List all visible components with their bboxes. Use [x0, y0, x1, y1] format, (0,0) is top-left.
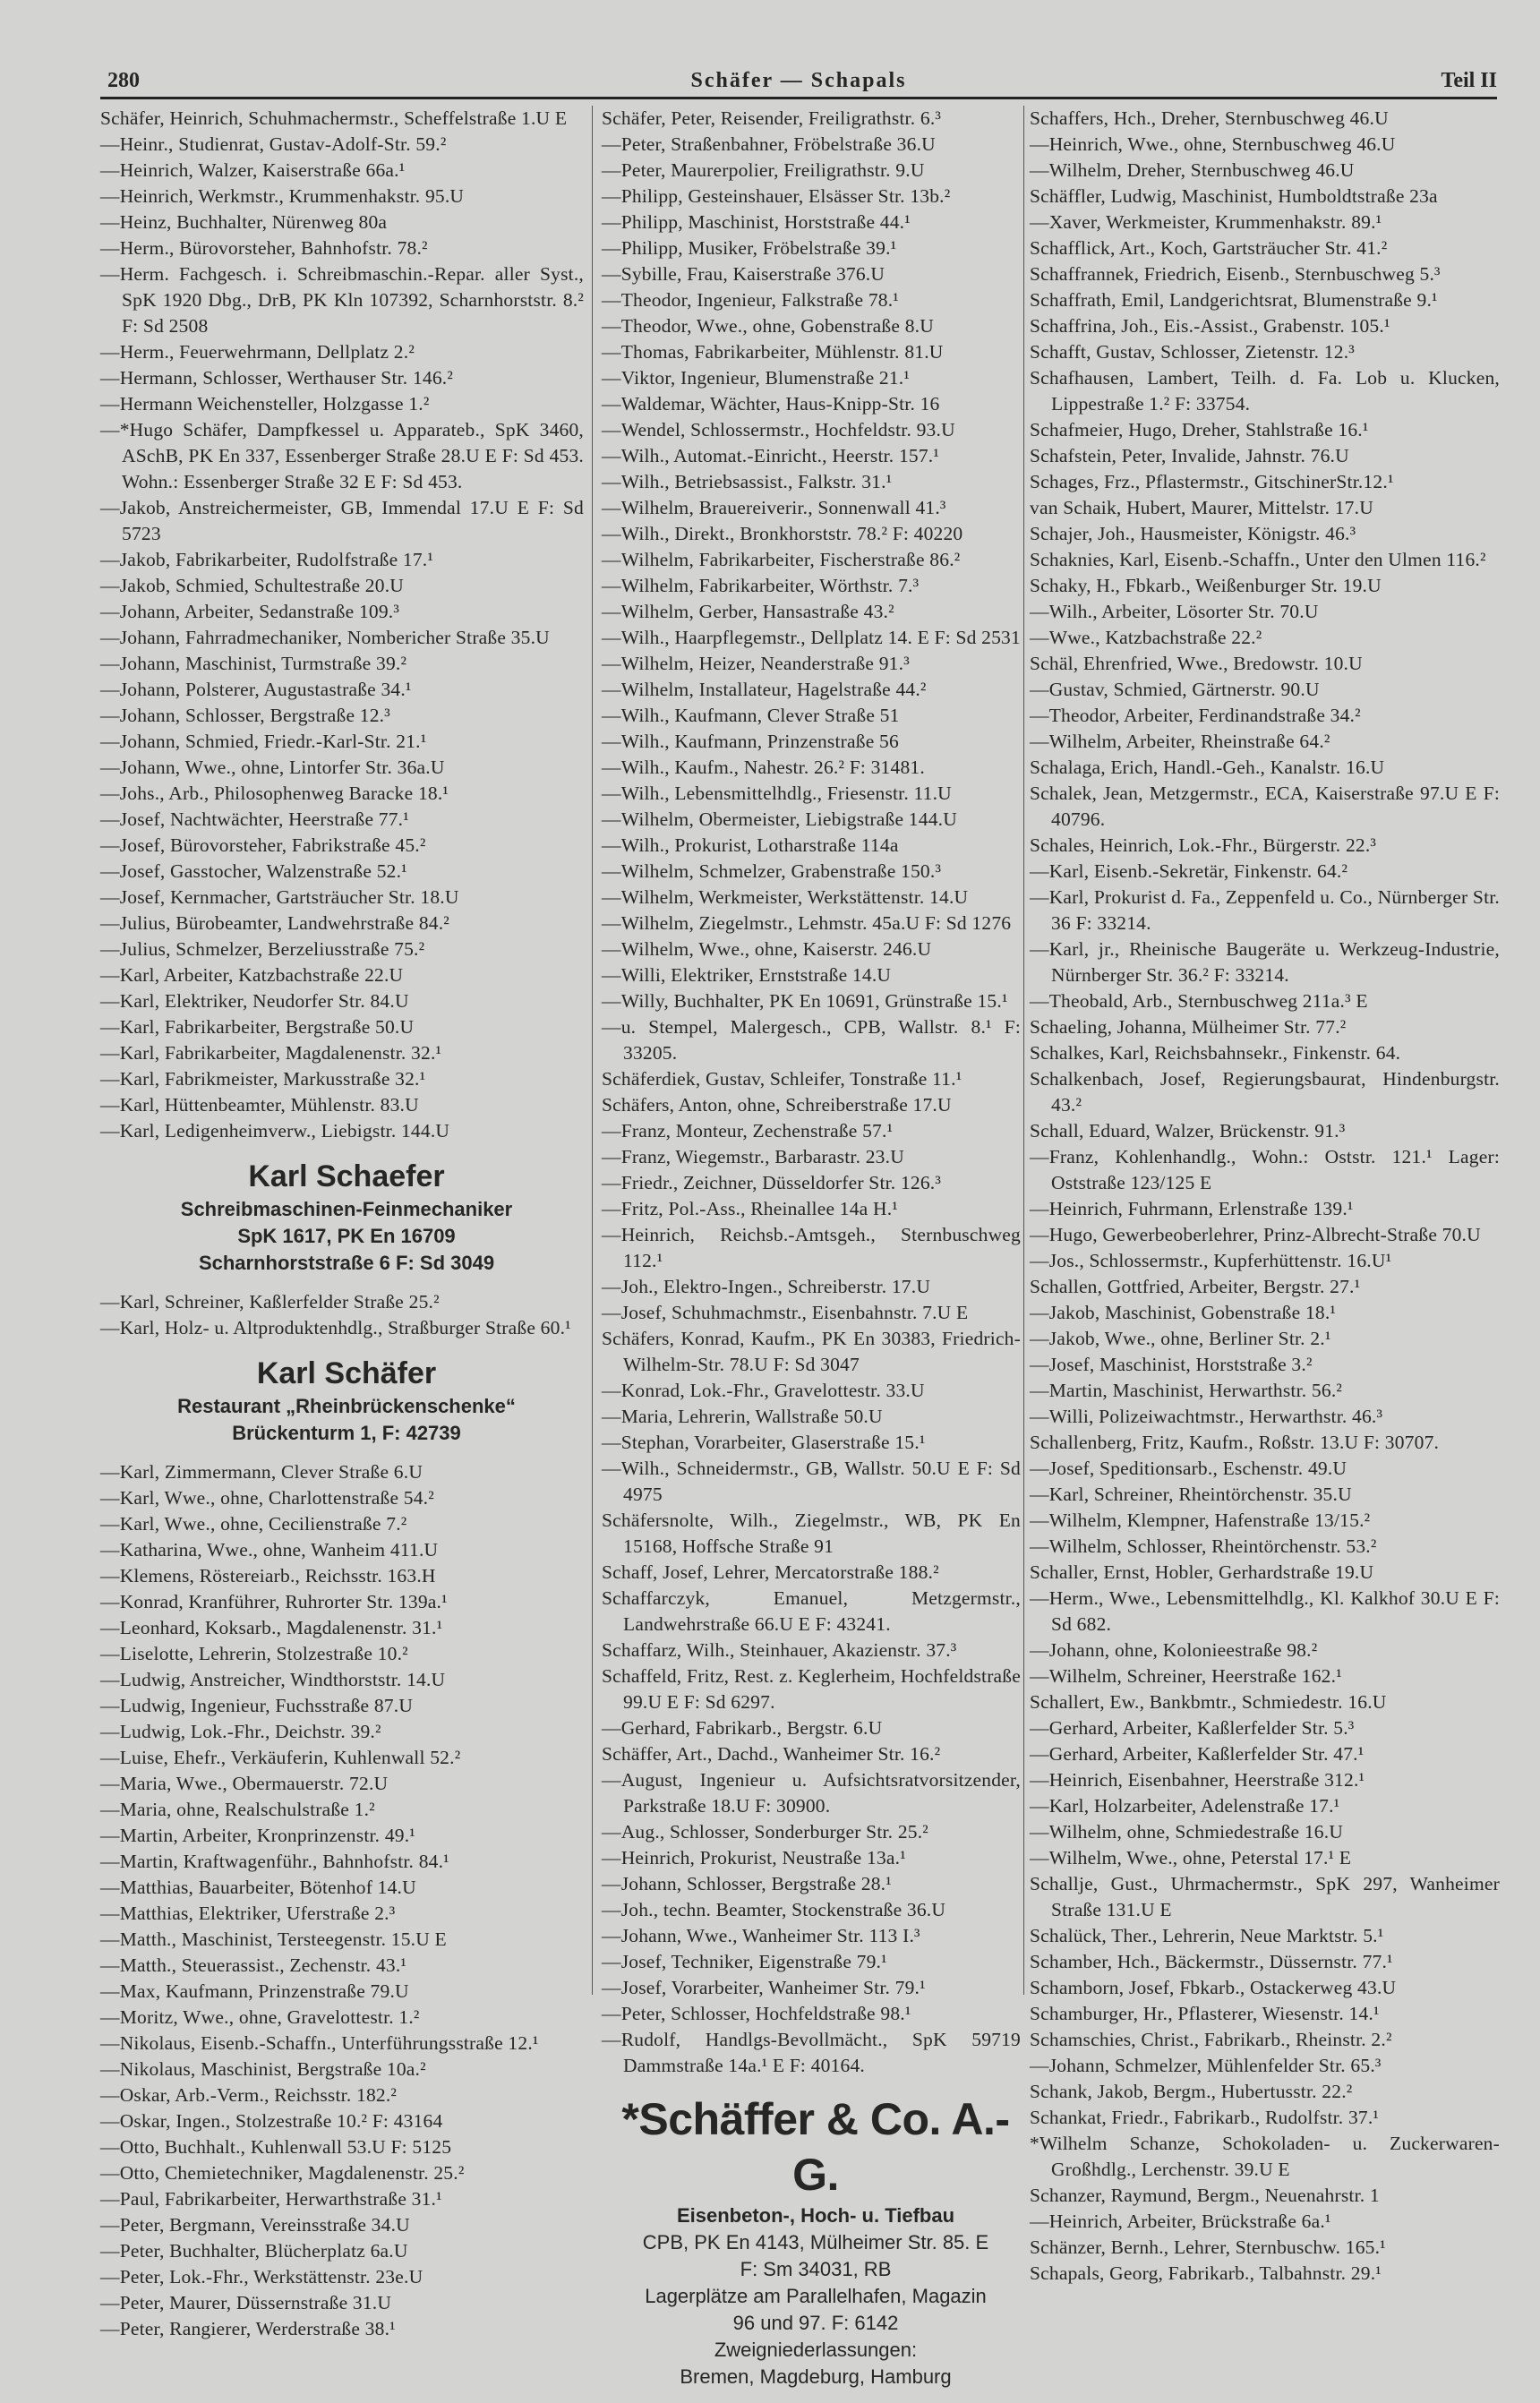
directory-entry: Schalkenbach, Josef, Regierungsbaurat, Hindenburgstr. 43.² — [1030, 1068, 1500, 1116]
directory-entry: —Josef, Gasstocher, Walzenstraße 52.¹ — [100, 860, 407, 882]
directory-entry: —Peter, Buchhalter, Blücherplatz 6a.U — [100, 2240, 408, 2262]
directory-entry: —Wilh., Kaufm., Nahestr. 26.² F: 31481. — [602, 757, 925, 778]
directory-entry: —Klemens, Röstereiarb., Reichsstr. 163.H — [100, 1565, 436, 1586]
directory-entry: Schaff, Josef, Lehrer, Mercatorstraße 188.² — [602, 1561, 939, 1583]
directory-entry: Schaller, Ernst, Hobler, Gerhardstraße 19.U — [1030, 1561, 1374, 1583]
directory-entry: —Nikolaus, Maschinist, Bergstraße 10a.² — [100, 2058, 426, 2080]
directory-entry: —Josef, Techniker, Eigenstraße 79.¹ — [602, 1951, 887, 1972]
directory-entry: —Johann, Wwe., ohne, Lintorfer Str. 36a.U — [100, 757, 445, 778]
directory-entry: —Josef, Bürovorsteher, Fabrikstraße 45.² — [100, 834, 426, 856]
directory-entry: Schankat, Friedr., Fabrikarb., Rudolfstr. 37.¹ — [1030, 2107, 1380, 2128]
directory-entry: —Johann, Fahrradmechaniker, Nombericher Straße 35.U — [100, 627, 550, 648]
directory-entry: —Konrad, Lok.-Fhr., Gravelottestr. 33.U — [602, 1380, 925, 1401]
directory-entry: —Theodor, Arbeiter, Ferdinandstraße 34.² — [1030, 705, 1361, 726]
directory-entry: —Matth., Maschinist, Tersteegenstr. 15.U E — [100, 1928, 447, 1950]
directory-entry: Schafstein, Peter, Invalide, Jahnstr. 76.U — [1030, 445, 1349, 466]
directory-entry: Schallje, Gust., Uhrmachermstr., SpK 297, Wanheimer Straße 131.U E — [1030, 1873, 1500, 1920]
directory-entry: Schamborn, Josef, Fbkarb., Ostackerweg 43.U — [1030, 1977, 1397, 1998]
directory-entry: —Hermann Weichensteller, Holzgasse 1.² — [100, 393, 430, 415]
directory-entry: Schallen, Gottfried, Arbeiter, Bergstr. 27.¹ — [1030, 1276, 1361, 1297]
directory-entry: —Karl, Hüttenbeamter, Mühlenstr. 83.U — [100, 1094, 419, 1116]
directory-entry: —Martin, Maschinist, Herwarthstr. 56.² — [1030, 1380, 1343, 1401]
directory-entry: —Wilhelm, Klempner, Hafenstraße 13/15.² — [1030, 1509, 1371, 1531]
directory-entry: Schallenberg, Fritz, Kaufm., Roßstr. 13.U F: 30707. — [1030, 1432, 1440, 1453]
directory-entry: —Johann, Schmelzer, Mühlenfelder Str. 65.³ — [1030, 2055, 1382, 2076]
directory-entry: —Rudolf, Handlgs-Bevollmächt., SpK 59719 Dammstraße 14a.¹ E F: 40164. — [602, 2029, 1021, 2076]
directory-entry: Schank, Jakob, Bergm., Hubertusstr. 22.² — [1030, 2081, 1353, 2102]
directory-entry: —Leonhard, Koksarb., Magdalenenstr. 31.¹ — [100, 1617, 443, 1638]
directory-entry: —Martin, Arbeiter, Kronprinzenstr. 49.¹ — [100, 1825, 415, 1846]
directory-entry: —Wilh., Prokurist, Lotharstraße 114a — [602, 834, 899, 856]
directory-entry: —Karl, Fabrikarbeiter, Magdalenenstr. 32.¹ — [100, 1042, 442, 1064]
advertisement-line: Scharnhorststraße 6 F: Sd 3049 — [198, 1252, 495, 1274]
advertisement — [109, 1354, 584, 1447]
directory-entry: Schafhausen, Lambert, Teilh. d. Fa. Lob u. Klucken, Lippestraße 1.² F: 33754. — [1030, 367, 1500, 415]
directory-entry: Schaffarczyk, Emanuel, Metzgermstr., Landwehrstraße 66.U E F: 43241. — [602, 1587, 1021, 1635]
directory-entry: *Wilhelm Schanze, Schokoladen- u. Zuckerwaren-Großhdlg., Lerchenstr. 39.U E — [1030, 2133, 1500, 2180]
directory-entry: —Peter, Maurer, Düssernstraße 31.U — [100, 2292, 392, 2313]
directory-entry: —Heinrich, Prokurist, Neustraße 13a.¹ — [602, 1847, 906, 1869]
directory-entry: —Wilh., Haarpflegemstr., Dellplatz 14. E F: Sd 2531 — [602, 627, 1021, 648]
directory-entry: —Josef, Speditionsarb., Eschenstr. 49.U — [1030, 1458, 1348, 1479]
directory-entry: —Jakob, Wwe., ohne, Berliner Str. 2.¹ — [1030, 1328, 1331, 1349]
directory-entry: Schäferdiek, Gustav, Schleifer, Tonstraße 11.¹ — [602, 1068, 962, 1090]
page-number: 280 — [107, 69, 140, 92]
directory-entry: —Peter, Maurerpolier, Freiligrathstr. 9.U — [602, 159, 925, 181]
directory-entry: —Heinrich, Wwe., ohne, Sternbuschweg 46.U — [1030, 133, 1396, 155]
directory-entry: —Jakob, Fabrikarbeiter, Rudolfstraße 17.¹ — [100, 549, 434, 570]
directory-entry: —Jakob, Schmied, Schultestraße 20.U — [100, 575, 405, 596]
directory-entry: —Joh., Elektro-Ingen., Schreiberstr. 17.U — [602, 1276, 931, 1297]
directory-entry: Schaffeld, Fritz, Rest. z. Keglerheim, Hochfeldstraße 99.U E F: Sd 6297. — [602, 1665, 1021, 1713]
directory-entry: —Wilhelm, Fabrikarbeiter, Wörthstr. 7.³ — [602, 575, 920, 596]
directory-entry: —Josef, Vorarbeiter, Wanheimer Str. 79.¹ — [602, 1977, 926, 1998]
directory-entry: —Wilhelm, Brauereiverir., Sonnenwall 41.³ — [602, 497, 946, 518]
directory-entry: —Johann, Schlosser, Bergstraße 28.¹ — [602, 1873, 892, 1894]
directory-entry: —Karl, Arbeiter, Katzbachstraße 22.U — [100, 964, 404, 986]
directory-entry: Schaeling, Johanna, Mülheimer Str. 77.² — [1030, 1016, 1347, 1038]
directory-entry: —Karl, Schreiner, Rheintörchenstr. 35.U — [1030, 1484, 1352, 1505]
directory-entry: —Otto, Chemietechniker, Magdalenenstr. 25.² — [100, 2162, 465, 2184]
directory-entry: —Gerhard, Arbeiter, Kaßlerfelder Str. 47.¹ — [1030, 1743, 1365, 1765]
directory-entry: —Joh., techn. Beamter, Stockenstraße 36.U — [602, 1899, 946, 1920]
directory-entry: —*Hugo Schäfer, Dampfkessel u. Apparateb., SpK 3460, ASchB, PK En 337, Essenberger Straße 28.U E F: Sd 453. Wohn.: Essenberger Straße 32 E F: Sd 453. — [100, 419, 584, 492]
directory-entry: —Herm. Fachgesch. i. Schreibmaschin.-Repar. aller Syst., SpK 1920 Dbg., DrB, PK Kln 107392, Scharnhorststr. 8.² F: Sd 2508 — [100, 263, 584, 337]
directory-entry: —Heinrich, Reichsb.-Amtsgeh., Sternbuschweg 112.¹ — [602, 1224, 1021, 1271]
directory-entry: Schajer, Joh., Hausmeister, Königstr. 46.³ — [1030, 523, 1356, 544]
directory-entry: —Wilh., Schneidermstr., GB, Wallstr. 50.U E F: Sd 4975 — [602, 1458, 1021, 1505]
directory-entry: —Heinr., Studienrat, Gustav-Adolf-Str. 59.² — [100, 133, 447, 155]
directory-entry: —Theodor, Wwe., ohne, Gobenstraße 8.U — [602, 315, 934, 337]
advertisement-line: Eisenbeton-, Hoch- u. Tiefbau — [676, 2204, 955, 2227]
directory-entry: Schäffler, Ludwig, Maschinist, Humboldtstraße 23a — [1030, 185, 1438, 207]
directory-entry: —Ludwig, Anstreicher, Windthorststr. 14.U — [100, 1669, 446, 1690]
directory-entry: —Johann, Arbeiter, Sedanstraße 109.³ — [100, 601, 400, 622]
advertisement-line: Restaurant „Rheinbrückenschenke“ — [177, 1395, 516, 1417]
directory-entry: —Theodor, Ingenieur, Falkstraße 78.¹ — [602, 289, 899, 311]
directory-entry: Schaffers, Hch., Dreher, Sternbuschweg 46.U — [1030, 107, 1389, 129]
directory-entry: —Jos., Schlossermstr., Kupferhüttenstr. 16.U¹ — [1030, 1250, 1392, 1271]
directory-entry: —Wilhelm, Wwe., ohne, Kaiserstr. 246.U — [602, 938, 932, 960]
directory-entry: —Wwe., Katzbachstraße 22.² — [1030, 627, 1262, 648]
directory-entry: —Heinrich, Arbeiter, Brückstraße 6a.¹ — [1030, 2211, 1331, 2232]
directory-entry: —Karl, Wwe., ohne, Charlottenstraße 54.² — [100, 1487, 434, 1509]
directory-entry: —Philipp, Maschinist, Horststraße 44.¹ — [602, 211, 911, 233]
directory-entry: —Ludwig, Ingenieur, Fuchsstraße 87.U — [100, 1695, 414, 1716]
directory-entry: —Katharina, Wwe., ohne, Wanheim 411.U — [100, 1539, 439, 1561]
directory-entry: Schamber, Hch., Bäckermstr., Düssernstr. 77.¹ — [1030, 1951, 1393, 1972]
advertisement-line: Lagerplätze am Parallelhafen, Magazin — [645, 2285, 987, 2307]
directory-entry: —Gerhard, Fabrikarb., Bergstr. 6.U — [602, 1717, 883, 1739]
directory-entry: Schäl, Ehrenfried, Wwe., Bredowstr. 10.U — [1030, 653, 1363, 674]
directory-entry: —Wilhelm, Werkmeister, Werkstättenstr. 14.U — [602, 886, 969, 908]
directory-entry: —Xaver, Werkmeister, Krummenhakstr. 89.¹ — [1030, 211, 1382, 233]
directory-entry: —Wilhelm, Installateur, Hagelstraße 44.² — [602, 679, 927, 700]
directory-entry: —Wilh., Arbeiter, Lösorter Str. 70.U — [1030, 601, 1319, 622]
directory-entry: —Oskar, Ingen., Stolzestraße 10.² F: 43164 — [100, 2110, 443, 2132]
directory-entry: —Willy, Buchhalter, PK En 10691, Grünstraße 15.¹ — [602, 990, 1008, 1012]
directory-entry: —Julius, Schmelzer, Berzeliusstraße 75.² — [100, 938, 425, 960]
directory-entry: —Wilhelm, Obermeister, Liebigstraße 144.U — [602, 808, 957, 830]
directory-entry: Schäfers, Konrad, Kaufm., PK En 30383, Friedrich-Wilhelm-Str. 78.U F: Sd 3047 — [602, 1328, 1021, 1375]
page-header — [100, 63, 1497, 99]
directory-entry: Schall, Eduard, Walzer, Brückenstr. 91.³ — [1030, 1120, 1346, 1142]
advertisement — [611, 2091, 1021, 2390]
directory-entry: —Peter, Lok.-Fhr., Werkstättenstr. 23e.U — [100, 2266, 424, 2288]
directory-entry: van Schaik, Hubert, Maurer, Mittelstr. 17.U — [1030, 497, 1373, 518]
advertisement-title: *Schäffer & Co. A.-G. — [621, 2094, 1010, 2200]
directory-entry: Schaky, H., Fbkarb., Weißenburger Str. 19.U — [1030, 575, 1382, 596]
directory-entry: —Johann, Maschinist, Turmstraße 39.² — [100, 653, 407, 674]
directory-entry: Schäffer, Art., Dachd., Wanheimer Str. 16.² — [602, 1743, 941, 1765]
directory-entry: —Heinrich, Werkmstr., Krummenhakstr. 95.U — [100, 185, 465, 207]
directory-entry: —u. Stempel, Malergesch., CPB, Wallstr. 8.¹ F: 33205. — [602, 1016, 1021, 1064]
directory-entry: —Peter, Schlosser, Hochfeldstraße 98.¹ — [602, 2003, 911, 2024]
directory-entry: —Peter, Straßenbahner, Fröbelstraße 36.U — [602, 133, 936, 155]
directory-entry: —Aug., Schlosser, Sonderburger Str. 25.² — [602, 1821, 928, 1843]
directory-entry: —Johann, Schmied, Friedr.-Karl-Str. 21.¹ — [100, 731, 427, 752]
directory-entry: —Wilhelm, Schreiner, Heerstraße 162.¹ — [1030, 1665, 1342, 1687]
directory-entry: —Wilh., Kaufmann, Prinzenstraße 56 — [602, 731, 899, 752]
directory-entry: —Karl, Fabrikarbeiter, Bergstraße 50.U — [100, 1016, 415, 1038]
directory-entry: Schäfer, Peter, Reisender, Freiligrathstr. 6.³ — [602, 107, 942, 129]
directory-entry: —Johann, Wwe., Wanheimer Str. 113 I.³ — [602, 1925, 920, 1946]
directory-entry: Schalück, Ther., Lehrerin, Neue Marktstr. 5.¹ — [1030, 1925, 1384, 1946]
directory-entry: —Martin, Kraftwagenführ., Bahnhofstr. 84.¹ — [100, 1851, 449, 1872]
directory-entry: —Matth., Steuerassist., Zechenstr. 43.¹ — [100, 1954, 407, 1976]
directory-entry: Schafft, Gustav, Schlosser, Zietenstr. 12.³ — [1030, 341, 1355, 363]
directory-entry: —Matthias, Bauarbeiter, Bötenhof 14.U — [100, 1877, 416, 1898]
directory-entry: —Wilh., Direkt., Bronkhorststr. 78.² F: 40220 — [602, 523, 963, 544]
advertisement-line: Schreibmaschinen-Feinmechaniker — [180, 1198, 513, 1220]
directory-entry: —Maria, ohne, Realschulstraße 1.² — [100, 1799, 375, 1820]
directory-column-1 — [100, 106, 584, 2342]
directory-entry: —Willi, Polizeiwachtmstr., Herwarthstr. 46.³ — [1030, 1406, 1383, 1427]
directory-entry: —Wilhelm, Gerber, Hansastraße 43.² — [602, 601, 894, 622]
directory-entry: —Wilhelm, Schmelzer, Grabenstraße 150.³ — [602, 860, 942, 882]
directory-entry: —Karl, Holzarbeiter, Adelenstraße 17.¹ — [1030, 1795, 1340, 1817]
column-divider — [592, 106, 593, 1995]
directory-entry: —Johs., Arb., Philosophenweg Baracke 18.¹ — [100, 782, 449, 804]
part-label: Teil II — [1441, 69, 1497, 92]
directory-entry: —Wendel, Schlossermstr., Hochfeldstr. 93.U — [602, 419, 955, 440]
directory-entry: —Karl, Fabrikmeister, Markusstraße 32.¹ — [100, 1068, 426, 1090]
directory-entry: —Hermann, Schlosser, Werthauser Str. 146.² — [100, 367, 454, 389]
directory-entry: —Josef, Kernmacher, Gartsträucher Str. 18.U — [100, 886, 459, 908]
directory-column-2 — [602, 106, 1021, 2403]
directory-entry: Schalek, Jean, Metzgermstr., ECA, Kaiserstraße 97.U E F: 40796. — [1030, 782, 1500, 830]
directory-entry: Schalaga, Erich, Handl.-Geh., Kanalstr. 16.U — [1030, 757, 1385, 778]
directory-entry: —Karl, Eisenb.-Sekretär, Finkenstr. 64.² — [1030, 860, 1348, 882]
directory-entry: —Karl, Elektriker, Neudorfer Str. 84.U — [100, 990, 409, 1012]
directory-entry: —Heinrich, Fuhrmann, Erlenstraße 139.¹ — [1030, 1198, 1354, 1219]
directory-entry: Schäfersnolte, Wilh., Ziegelmstr., WB, PK En 15168, Hoffsche Straße 91 — [602, 1509, 1021, 1557]
directory-entry: —Jakob, Anstreichermeister, GB, Immendal 17.U E F: Sd 5723 — [100, 497, 584, 544]
directory-entry: —Johann, Polsterer, Augustastraße 34.¹ — [100, 679, 412, 700]
directory-entry: —Konrad, Kranführer, Ruhrorter Str. 139a.¹ — [100, 1591, 448, 1612]
directory-entry: —August, Ingenieur u. Aufsichtsratvorsitzender, Parkstraße 18.U F: 30900. — [602, 1769, 1021, 1817]
advertisement-line: Zweigniederlassungen: — [714, 2339, 918, 2361]
directory-entry: —Theobald, Arb., Sternbuschweg 211a.³ E — [1030, 990, 1368, 1012]
directory-column-3 — [1030, 106, 1500, 2287]
directory-entry: —Paul, Fabrikarbeiter, Herwarthstraße 31.¹ — [100, 2188, 442, 2210]
directory-entry: —Peter, Bergmann, Vereinsstraße 34.U — [100, 2214, 410, 2236]
directory-entry: —Ludwig, Lok.-Fhr., Deichstr. 39.² — [100, 1721, 381, 1742]
directory-entry: —Maria, Wwe., Obermauerstr. 72.U — [100, 1773, 389, 1794]
column-divider — [1023, 106, 1024, 1995]
advertisement-line: SpK 1617, PK En 16709 — [237, 1225, 456, 1247]
directory-entry: —Max, Kaufmann, Prinzenstraße 79.U — [100, 1980, 409, 2002]
directory-entry: —Wilh., Betriebsassist., Falkstr. 31.¹ — [602, 471, 893, 492]
directory-entry: —Karl, Zimmermann, Clever Straße 6.U — [100, 1461, 424, 1483]
directory-entry: —Wilhelm, Wwe., ohne, Peterstal 17.¹ E — [1030, 1847, 1352, 1869]
directory-entry: Schales, Heinrich, Lok.-Fhr., Bürgerstr. 22.³ — [1030, 834, 1377, 856]
directory-entry: —Wilhelm, Fabrikarbeiter, Fischerstraße 86.² — [602, 549, 961, 570]
advertisement-line: Bremen, Magdeburg, Hamburg — [680, 2365, 952, 2388]
directory-entry: —Hugo, Gewerbeoberlehrer, Prinz-Albrecht-Straße 70.U — [1030, 1224, 1481, 1245]
directory-entry: —Johann, Schlosser, Bergstraße 12.³ — [100, 705, 390, 726]
directory-entry: —Wilhelm, Heizer, Neanderstraße 91.³ — [602, 653, 910, 674]
directory-entry: Schages, Frz., Pflastermstr., GitschinerStr.12.¹ — [1030, 471, 1394, 492]
directory-entry: —Otto, Buchhalt., Kuhlenwall 53.U F: 5125 — [100, 2136, 452, 2158]
directory-entry: —Wilhelm, ohne, Schmiedestraße 16.U — [1030, 1821, 1344, 1843]
directory-entry: —Matthias, Elektriker, Uferstraße 2.³ — [100, 1903, 396, 1924]
directory-entry: —Franz, Wiegemstr., Barbarastr. 23.U — [602, 1146, 904, 1167]
directory-entry: Schaffrina, Joh., Eis.-Assist., Grabenstr. 105.¹ — [1030, 315, 1390, 337]
directory-entry: —Josef, Maschinist, Horststraße 3.² — [1030, 1354, 1313, 1375]
directory-entry: —Karl, Wwe., ohne, Cecilienstraße 7.² — [100, 1513, 407, 1535]
directory-entry: —Franz, Kohlenhandlg., Wohn.: Oststr. 121.¹ Lager: Oststraße 123/125 E — [1030, 1146, 1500, 1193]
directory-entry: —Philipp, Gesteinshauer, Elsässer Str. 13b.² — [602, 185, 951, 207]
directory-entry: —Wilhelm, Arbeiter, Rheinstraße 64.² — [1030, 731, 1330, 752]
directory-entry: —Herm., Bürovorsteher, Bahnhofstr. 78.² — [100, 237, 428, 259]
directory-entry: —Viktor, Ingenieur, Blumenstraße 21.¹ — [602, 367, 911, 389]
directory-entry: —Josef, Schuhmachmstr., Eisenbahnstr. 7.U E — [602, 1302, 969, 1323]
directory-entry: —Wilh., Kaufmann, Clever Straße 51 — [602, 705, 900, 726]
directory-entry: —Herm., Wwe., Lebensmittelhdlg., Kl. Kalkhof 30.U E F: Sd 682. — [1030, 1587, 1500, 1635]
directory-entry: —Heinrich, Eisenbahner, Heerstraße 312.¹ — [1030, 1769, 1365, 1791]
directory-entry: —Moritz, Wwe., ohne, Gravelottestr. 1.² — [100, 2006, 420, 2028]
advertisement-title: Karl Schäfer — [256, 1356, 437, 1390]
directory-entry: —Franz, Monteur, Zechenstraße 57.¹ — [602, 1120, 894, 1142]
directory-entry: —Karl, Schreiner, Kaßlerfelder Straße 25.² — [100, 1291, 440, 1313]
directory-entry: —Sybille, Frau, Kaiserstraße 376.U — [602, 263, 886, 285]
directory-entry: Schänzer, Bernh., Lehrer, Sternbuschw. 165.¹ — [1030, 2236, 1386, 2258]
directory-entry: Schäfer, Heinrich, Schuhmachermstr., Scheffelstraße 1.U E — [100, 107, 568, 129]
directory-entry: —Gustav, Schmied, Gärtnerstr. 90.U — [1030, 679, 1320, 700]
directory-entry: Schalkes, Karl, Reichsbahnsekr., Finkenstr. 64. — [1030, 1042, 1401, 1064]
directory-entry: —Wilhelm, Schlosser, Rheintörchenstr. 53.² — [1030, 1535, 1377, 1557]
advertisement — [109, 1157, 584, 1277]
directory-entry: —Liselotte, Lehrerin, Stolzestraße 10.² — [100, 1643, 408, 1664]
directory-entry: —Wilh., Lebensmittelhdlg., Friesenstr. 11.U — [602, 782, 952, 804]
directory-entry: —Waldemar, Wächter, Haus-Knipp-Str. 16 — [602, 393, 940, 415]
directory-entry: —Wilhelm, Ziegelmstr., Lehmstr. 45a.U F: Sd 1276 — [602, 912, 1012, 934]
directory-entry: —Stephan, Vorarbeiter, Glaserstraße 15.¹ — [602, 1432, 926, 1453]
directory-entry: —Herm., Feuerwehrmann, Dellplatz 2.² — [100, 341, 415, 363]
directory-entry: Schaffarz, Wilh., Steinhauer, Akazienstr. 37.³ — [602, 1639, 957, 1661]
advertisement-line: CPB, PK En 4143, Mülheimer Str. 85. E — [642, 2231, 989, 2253]
directory-entry: —Nikolaus, Eisenb.-Schaffn., Unterführungsstraße 12.¹ — [100, 2032, 539, 2054]
directory-entry: —Peter, Rangierer, Werderstraße 38.¹ — [100, 2318, 396, 2339]
directory-entry: —Maria, Lehrerin, Wallstraße 50.U — [602, 1406, 883, 1427]
directory-entry: —Heinz, Buchhalter, Nürenweg 80a — [100, 211, 388, 233]
directory-entry: Schaffrath, Emil, Landgerichtsrat, Blumenstraße 9.¹ — [1030, 289, 1438, 311]
directory-entry: —Karl, Ledigenheimverw., Liebigstr. 144.U — [100, 1120, 450, 1142]
directory-entry: Schaknies, Karl, Eisenb.-Schaffn., Unter den Ulmen 116.² — [1030, 549, 1486, 570]
directory-entry: Schapals, Georg, Fabrikarb., Talbahnstr. 29.¹ — [1030, 2262, 1382, 2284]
directory-entry: —Gerhard, Arbeiter, Kaßlerfelder Str. 5.³ — [1030, 1717, 1355, 1739]
directory-entry: —Philipp, Musiker, Fröbelstraße 39.¹ — [602, 237, 897, 259]
directory-entry: Schanzer, Raymund, Bergm., Neuenahrstr. 1 — [1030, 2185, 1380, 2206]
directory-entry: Schafmeier, Hugo, Dreher, Stahlstraße 16.¹ — [1030, 419, 1369, 440]
directory-entry: Schäfers, Anton, ohne, Schreiberstraße 17.U — [602, 1094, 952, 1116]
directory-entry: —Wilhelm, Dreher, Sternbuschweg 46.U — [1030, 159, 1355, 181]
advertisement-line: F: Sm 34031, RB — [740, 2258, 892, 2280]
directory-entry: —Oskar, Arb.-Verm., Reichsstr. 182.² — [100, 2084, 398, 2106]
directory-entry: —Friedr., Zeichner, Düsseldorfer Str. 126.³ — [602, 1172, 942, 1193]
running-title: Schäfer — Schapals — [690, 69, 907, 92]
directory-entry: —Thomas, Fabrikarbeiter, Mühlenstr. 81.U — [602, 341, 944, 363]
directory-entry: Schallert, Ew., Bankbmtr., Schmiedestr. 16.U — [1030, 1691, 1387, 1713]
directory-entry: —Josef, Nachtwächter, Heerstraße 77.¹ — [100, 808, 409, 830]
directory-entry: —Karl, Holz- u. Altproduktenhdlg., Straßburger Straße 60.¹ — [100, 1317, 571, 1338]
directory-entry: —Johann, ohne, Kolonieestraße 98.² — [1030, 1639, 1318, 1661]
directory-entry: —Julius, Bürobeamter, Landwehrstraße 84.² — [100, 912, 449, 934]
directory-entry: —Karl, jr., Rheinische Baugeräte u. Werkzeug-Industrie, Nürnberger Str. 36.² F: 33214. — [1030, 938, 1500, 986]
directory-entry: Schafflick, Art., Koch, Gartsträucher Str. 41.² — [1030, 237, 1388, 259]
directory-entry: —Wilh., Automat.-Einricht., Heerstr. 157.¹ — [602, 445, 940, 466]
directory-entry: —Luise, Ehefr., Verkäuferin, Kuhlenwall 52.² — [100, 1747, 461, 1768]
advertisement-line: Brückenturm 1, F: 42739 — [232, 1422, 461, 1444]
directory-entry: Schaffrannek, Friedrich, Eisenb., Sternbuschweg 5.³ — [1030, 263, 1441, 285]
directory-entry: —Fritz, Pol.-Ass., Rheinallee 14a H.¹ — [602, 1198, 898, 1219]
directory-entry: —Karl, Prokurist d. Fa., Zeppenfeld u. Co., Nürnberger Str. 36 F: 33214. — [1030, 886, 1500, 934]
advertisement-line: 96 und 97. F: 6142 — [732, 2312, 899, 2334]
directory-entry: —Heinrich, Walzer, Kaiserstraße 66a.¹ — [100, 159, 406, 181]
directory-entry: Schamschies, Christ., Fabrikarb., Rheinstr. 2.² — [1030, 2029, 1392, 2050]
directory-entry: —Jakob, Maschinist, Gobenstraße 18.¹ — [1030, 1302, 1337, 1323]
advertisement-title: Karl Schaefer — [248, 1159, 445, 1193]
directory-entry: —Willi, Elektriker, Ernststraße 14.U — [602, 964, 892, 986]
directory-entry: Schamburger, Hr., Pflasterer, Wiesenstr. 14.¹ — [1030, 2003, 1380, 2024]
